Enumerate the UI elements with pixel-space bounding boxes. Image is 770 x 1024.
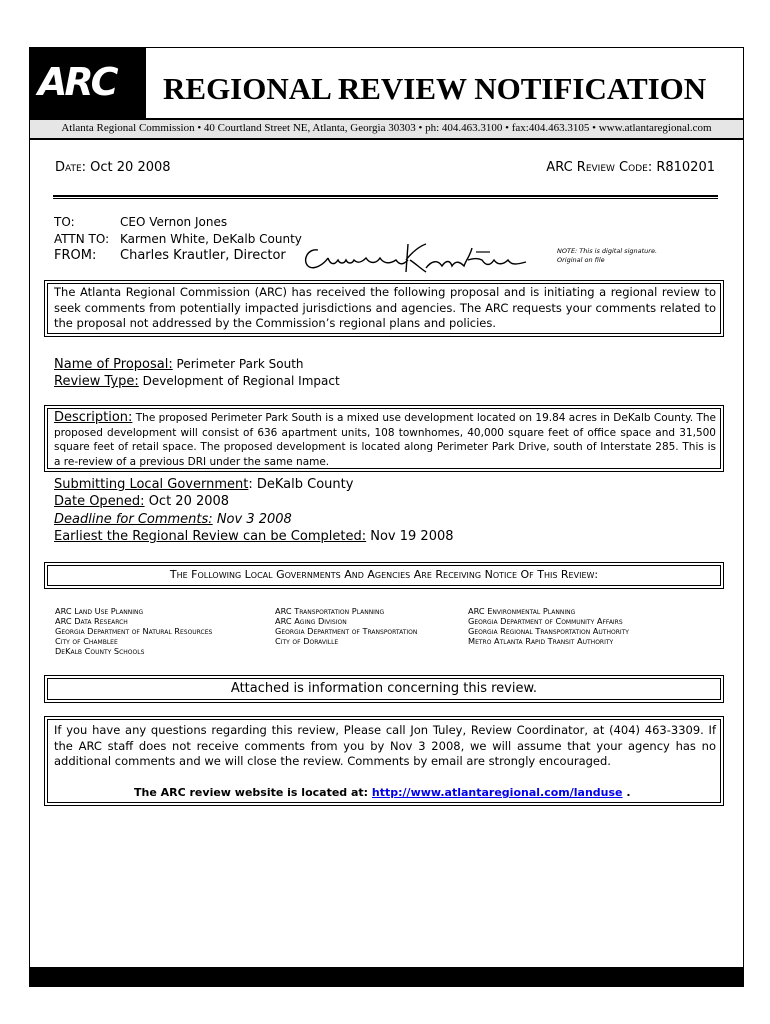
- deadline-value: Nov 3 2008: [212, 512, 292, 527]
- to-value: CEO Vernon Jones: [120, 215, 228, 229]
- date-opened-line: [54, 494, 229, 509]
- page-title: REGIONAL REVIEW NOTIFICATION: [163, 71, 707, 106]
- header: [30, 48, 743, 118]
- agency-item: ARC Land Use Planning: [55, 606, 144, 616]
- review-code-value: R810201: [656, 160, 715, 175]
- proposal-name-line: [54, 357, 304, 372]
- earliest-completion-label: Earliest the Regional Review can be Completed:: [54, 529, 367, 544]
- address-band: [30, 120, 743, 140]
- agency-list-col1: [55, 606, 212, 656]
- deadline-line: [54, 512, 292, 527]
- deadline-label: Deadline for Comments:: [54, 512, 213, 527]
- to-label: TO:: [54, 215, 75, 229]
- earliest-completion-line: [54, 529, 454, 544]
- agency-item: City of Doraville: [275, 636, 339, 646]
- description-text: The proposed Perimeter Park South is a mixed use development located on 19.84 acres in DeKalb County. The proposed development will consist of 636 apartment units, 108 townhomes, 40,000 square feet of office space and 31,500 square feet of retail space. The proposed development is located along Perimeter Park Drive, south of Interstate 285. This is a re-review of a previous DRI under the same name.: [54, 412, 716, 468]
- date-value: Oct 20 2008: [90, 160, 171, 175]
- proposal-name-value: Perimeter Park South: [176, 357, 304, 371]
- description: [54, 411, 716, 469]
- review-type-value: Development of Regional Impact: [142, 374, 340, 388]
- submitting-gov-value: : DeKalb County: [248, 477, 354, 492]
- earliest-completion-value: Nov 19 2008: [366, 529, 454, 544]
- date-label: Date: [55, 160, 82, 175]
- intro-text: The Atlanta Regional Commission (ARC) has received the following proposal and is initiating a regional review to seek comments from potentially impacted jurisdictions and agencies. The ARC requests your comments related to the proposal not addressed by the Commission’s regional plans and policies.: [54, 285, 716, 330]
- agency-item: Georgia Department of Transportation: [275, 626, 418, 636]
- agency-item: City of Chamblee: [55, 636, 118, 646]
- agency-item: Georgia Department of Community Affairs: [468, 616, 623, 626]
- proposal-name-label: Name of Proposal:: [54, 357, 173, 372]
- agency-item: DeKalb County Schools: [55, 646, 145, 656]
- website-suffix: .: [622, 786, 631, 799]
- date-opened-value: Oct 20 2008: [144, 494, 230, 509]
- date-opened-label: Date Opened:: [54, 494, 145, 509]
- website-link[interactable]: http://www.atlantaregional.com/landuse: [371, 786, 623, 799]
- date-line: Date: Oct 20 2008: [55, 160, 171, 175]
- website-line: [134, 786, 631, 799]
- from-label: FROM:: [54, 248, 97, 263]
- arc-logo: [30, 48, 146, 118]
- agency-item: Metro Atlanta Rapid Transit Authority: [468, 636, 614, 646]
- attn-label: ATTN TO:: [54, 232, 110, 246]
- attn-value: Karmen White, DeKalb County: [120, 232, 302, 246]
- signature-note: [557, 247, 657, 265]
- submitting-gov-line: [54, 477, 353, 492]
- agency-item: ARC Transportation Planning: [275, 606, 385, 616]
- address-line: Atlanta Regional Commission • 40 Courtland Street NE, Atlanta, Georgia 30303 • ph: 404.463.3100 • fax:404.463.3105 • www.atlantaregional.com: [61, 122, 712, 134]
- review-type-line: [54, 374, 340, 389]
- signature-note-line2: Original on file: [557, 256, 605, 264]
- footer-bar: [29, 967, 744, 987]
- notice-heading: The Following Local Governments And Agencies Are Receiving Notice Of This Review:: [169, 568, 599, 581]
- agency-item: ARC Aging Division: [275, 616, 347, 626]
- agency-item: Georgia Regional Transportation Authority: [468, 626, 629, 636]
- from-value: Charles Krautler, Director: [120, 248, 286, 263]
- agency-item: Georgia Department of Natural Resources: [55, 626, 213, 636]
- agency-list-col2: [275, 606, 417, 646]
- submitting-gov-label: Submitting Local Government: [54, 477, 249, 492]
- website-prefix: The ARC review website is located at:: [134, 786, 369, 799]
- agency-list-col3: [468, 606, 629, 646]
- signature-note-line1: NOTE: This is digital signature.: [557, 247, 658, 255]
- review-code-label: ARC Review Code: [546, 160, 648, 175]
- contact-text: If you have any questions regarding this review, Please call Jon Tuley, Review Coordinator, at (404) 463-3309. If the ARC staff does not receive comments from you by Nov 3 2008, we will assume that your agency has no additional comments and we will close the review. Comments by email are strongly encouraged.: [54, 723, 716, 768]
- review-type-label: Review Type:: [54, 374, 139, 389]
- review-code-line: ARC Review Code: R810201: [546, 160, 715, 175]
- agency-item: ARC Environmental Planning: [468, 606, 576, 616]
- logo-text: ARC: [38, 60, 116, 104]
- signature: [300, 238, 532, 276]
- divider-thin: [53, 198, 718, 199]
- divider: [53, 195, 718, 197]
- attached-text: Attached is information concerning this review.: [230, 681, 538, 696]
- description-label: Description:: [54, 410, 133, 425]
- agency-item: ARC Data Research: [55, 616, 128, 626]
